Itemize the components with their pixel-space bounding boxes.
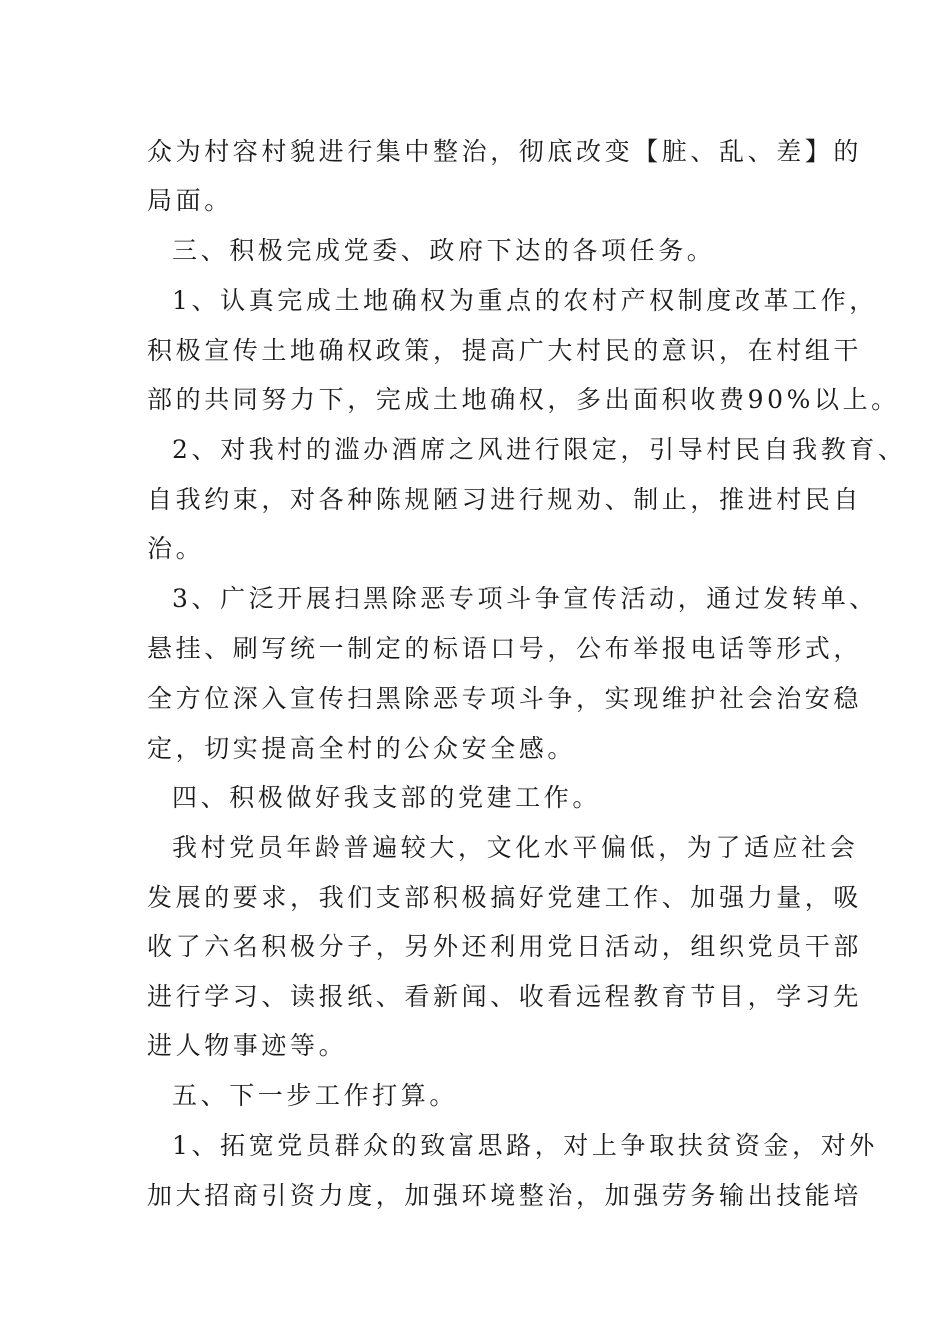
text-line: 进行学习、读报纸、看新闻、收看远程教育节目，学习先	[147, 982, 863, 1011]
text-line: 积极宣传土地确权政策，提高广大村民的意识，在村组干	[147, 336, 863, 365]
text-line: 发展的要求，我们支部积极搞好党建工作、加强力量，吸	[147, 883, 863, 912]
text-line: 治。	[147, 534, 205, 563]
text-line: 部的共同努力下，完成土地确权，多出面积收费90%以上。	[147, 385, 900, 414]
text-line: 我村党员年龄普遍较大，文化水平偏低，为了适应社会	[172, 833, 859, 862]
text-line: 定，切实提高全村的公众安全感。	[147, 734, 577, 763]
section-heading: 五、下一步工作打算。	[172, 1081, 459, 1110]
text-line: 收了六名积极分子，另外还利用党日活动，组织党员干部	[147, 932, 863, 961]
text-line: 进人物事迹等。	[147, 1031, 348, 1060]
text-line: 全方位深入宣传扫黑除恶专项斗争，实现维护社会治安稳	[147, 684, 863, 713]
text-line: 局面。	[147, 186, 233, 215]
text-line: 1、拓宽党员群众的致富思路，对上争取扶贫资金，对外	[172, 1131, 878, 1160]
text-line: 3、广泛开展扫黑除恶专项斗争宣传活动，通过发转单、	[172, 584, 878, 613]
section-heading: 四、积极做好我支部的党建工作。	[172, 783, 602, 812]
text-line: 1、认真完成土地确权为重点的农村产权制度改革工作，	[172, 286, 878, 315]
text-line: 悬挂、刷写统一制定的标语口号，公布举报电话等形式，	[147, 634, 863, 663]
text-line: 自我约束，对各种陈规陋习进行规劝、制止，推进村民自	[147, 485, 863, 514]
section-heading: 三、积极完成党委、政府下达的各项任务。	[172, 236, 716, 265]
text-line: 加大招商引资力度，加强环境整治，加强劳务输出技能培	[147, 1181, 863, 1210]
text-line: 众为村容村貌进行集中整治，彻底改变【脏、乱、差】的	[147, 137, 863, 166]
text-line: 2、对我村的滥办酒席之风进行限定，引导村民自我教育、	[172, 435, 907, 464]
